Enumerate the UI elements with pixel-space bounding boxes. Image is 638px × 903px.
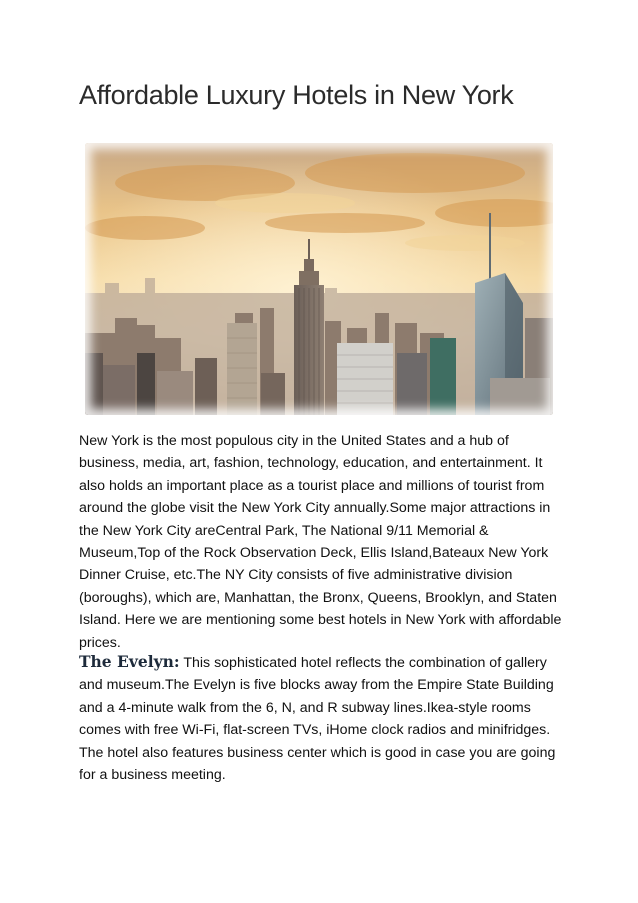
skyline-photo	[85, 143, 553, 415]
page-title: Affordable Luxury Hotels in New York	[79, 80, 514, 110]
hotel-paragraph	[79, 651, 569, 786]
hotel-name: The Evelyn:	[79, 652, 180, 671]
hotel-description: This sophisticated hotel reflects the combination of gallery and museum.The Evelyn is five blocks away from the Empire State Building and a 4-minute walk from the 6, N, and R subway lines.Ikea-style rooms comes with free Wi-Fi, flat-screen TVs, iHome clock radios and minifridges. The hotel also features business center which is good in case you are going for a business meeting.	[79, 655, 556, 784]
intro-paragraph: New York is the most populous city in the United States and a hub of business, media, art, fashion, technology, education, and entertainment. It also holds an important place as a tourist place and millions of tourist from around the globe visit the New York City annually.Some major attractions in the New York City areCentral Park, The National 9/11 Memorial & Museum,Top of the Rock Observation Deck, Ellis Island,Bateaux New York Dinner Cruise, etc.The NY City consists of five administrative division (boroughs), which are, Manhattan, the Bronx, Queens, Brooklyn, and Staten Island. Here we are mentioning some best hotels in New York with affordable prices.	[79, 433, 562, 651]
skyline-illustration	[85, 143, 553, 415]
